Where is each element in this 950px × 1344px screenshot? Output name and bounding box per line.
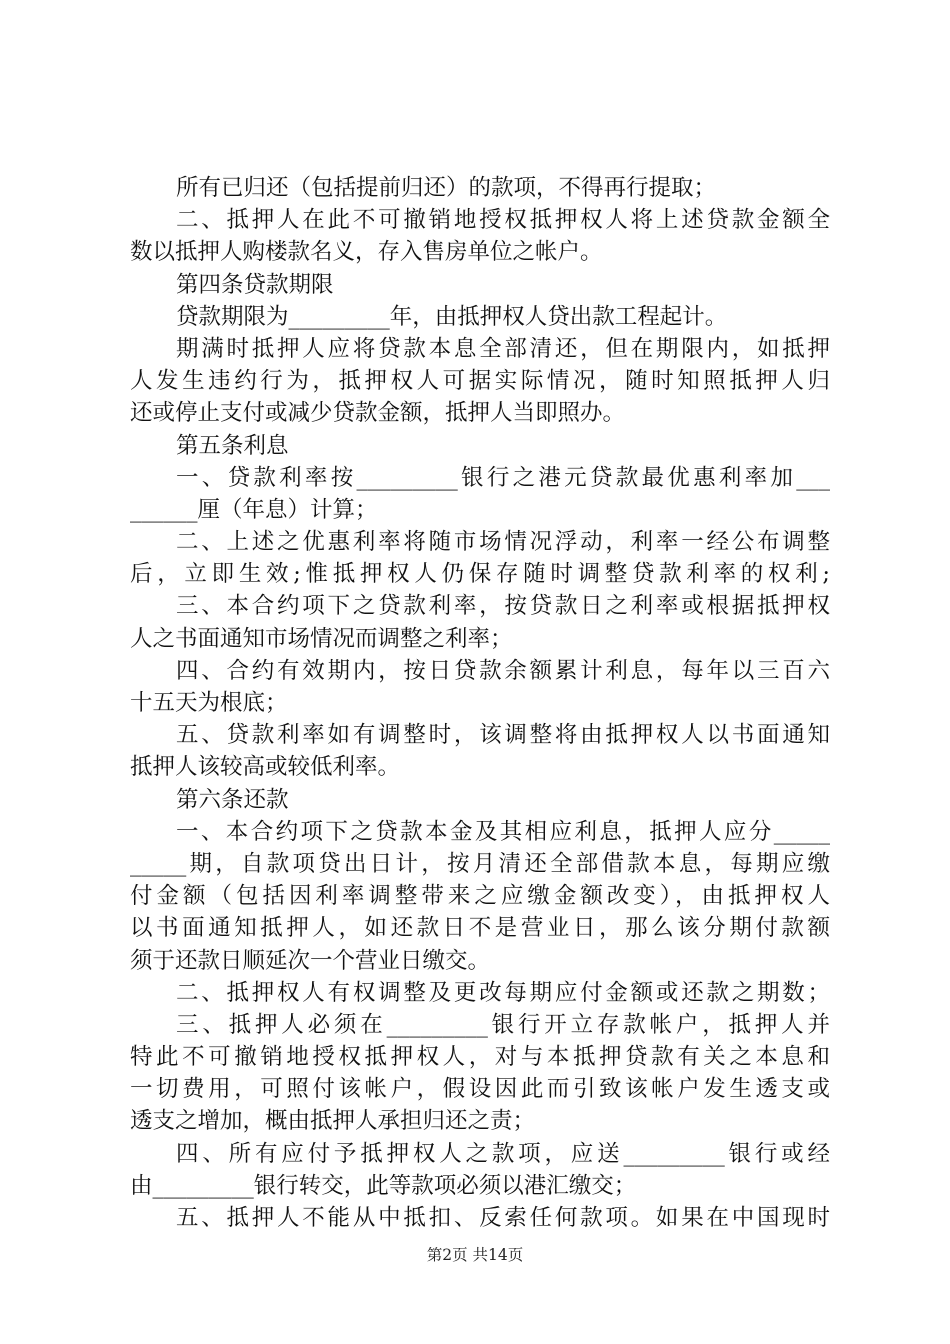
section-heading: 第五条利息: [176, 432, 289, 459]
text-line: 五、贷款利率如有调整时，该调整将由抵押权人以书面通知: [176, 722, 830, 749]
text-line: 还或停止支付或减少贷款金额，抵押人当即照办。: [130, 400, 626, 427]
text-line: 五、抵押人不能从中抵扣、反索任何款项。如果在中国现时: [176, 1205, 830, 1231]
text-line: 二、抵押权人有权调整及更改每期应付金额或还款之期数；: [176, 979, 830, 1006]
page-number-footer: 第2页 共14页: [426, 1246, 524, 1264]
text-line: 由_________银行转交，此等款项必须以港汇缴交；: [130, 1172, 637, 1199]
text-line: 所有已归还（包括提前归还）的款项，不得再行提取；: [176, 175, 717, 201]
text-line: 一、本合约项下之贷款本金及其相应利息，抵押人应分_____: [176, 818, 830, 845]
text-line: 一、贷款利率按_________银行之港元贷款最优惠利率加___: [176, 464, 830, 491]
text-line: ______厘（年息）计算；: [130, 496, 378, 523]
text-line: 人发生违约行为，抵押权人可据实际情况，随时知照抵押人归: [130, 368, 830, 395]
text-line: 一切费用，可照付该帐户，假设因此而引致该帐户发生透支或: [130, 1076, 830, 1103]
text-line: 透支之增加，概由抵押人承担归还之责；: [130, 1108, 536, 1135]
text-line: 人之书面通知市场情况而调整之利率；: [130, 625, 513, 652]
text-line: 贷款期限为_________年，由抵押权人贷出款工程起计。: [176, 303, 728, 330]
text-line: 二、上述之优惠利率将随市场情况浮动，利率一经公布调整: [176, 529, 830, 556]
text-line: 四、合约有效期内，按日贷款余额累计利息，每年以三百六: [176, 657, 830, 684]
text-line: 二、抵押人在此不可撤销地授权抵押权人将上述贷款金额全: [176, 207, 830, 234]
text-line: 四、所有应付予抵押权人之款项，应送_________银行或经: [176, 1140, 830, 1167]
text-line: 特此不可撤销地授权抵押权人，对与本抵押贷款有关之本息和: [130, 1044, 830, 1071]
text-line: 须于还款日顺延次一个营业日缴交。: [130, 947, 491, 974]
section-heading: 第四条贷款期限: [176, 271, 334, 298]
document-body: [130, 172, 830, 1234]
text-line: _____期，自款项贷出日计，按月清还全部借款本息，每期应缴: [130, 850, 830, 877]
text-line: 后，立即生效;惟抵押权人仍保存随时调整贷款利率的权利;: [130, 561, 830, 588]
text-line: 十五天为根底；: [130, 690, 288, 716]
text-line: 付金额（包括因利率调整带来之应缴金额改变），由抵押权人: [130, 883, 830, 910]
text-line: 以书面通知抵押人，如还款日不是营业日，那么该分期付款额: [130, 915, 830, 942]
text-line: 三、本合约项下之贷款利率，按贷款日之利率或根据抵押权: [176, 593, 830, 620]
section-heading: 第六条还款: [176, 786, 289, 813]
text-line: 抵押人该较高或较低利率。: [130, 754, 401, 781]
text-line: 三、抵押人必须在_________银行开立存款帐户，抵押人并: [176, 1011, 830, 1038]
text-line: 期满时抵押人应将贷款本息全部清还，但在期限内，如抵押: [176, 335, 830, 362]
text-line: 数以抵押人购楼款名义，存入售房单位之帐户。: [130, 239, 603, 266]
